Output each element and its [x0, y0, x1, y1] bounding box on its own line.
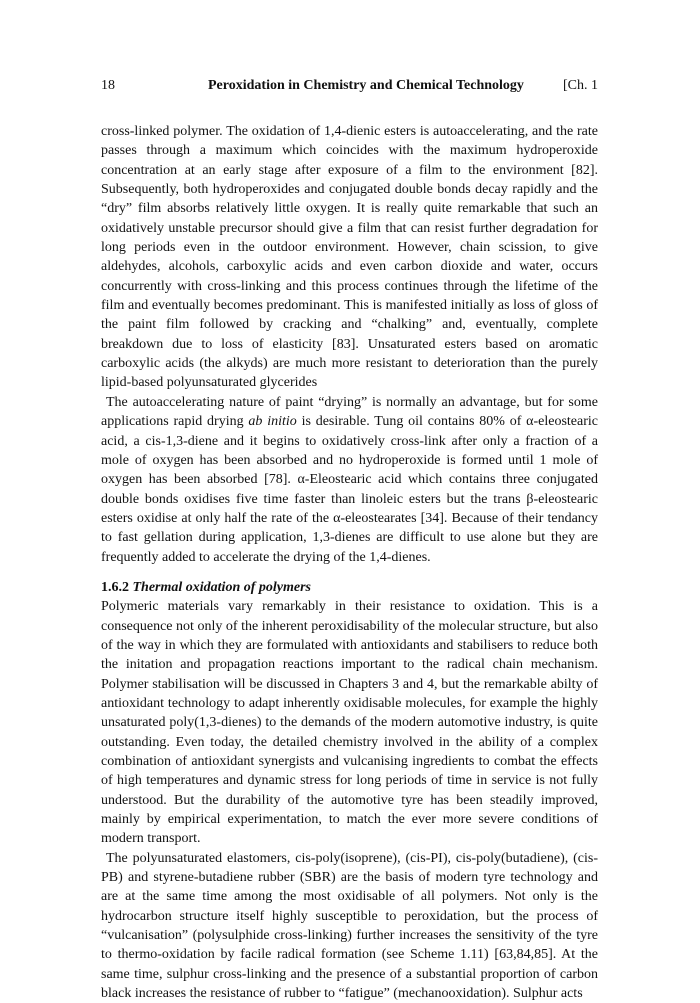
paragraph-2-text-b: is desirable. Tung oil contains 80% of α-eleostearic acid, a cis-1,3-diene and it begins to oxidatively cross-link after only a fraction of a mole of oxygen has been absorbed and no hydroperoxide is formed until 1 mole of oxygen has been absorbed [78]. α-Eleostearic acid which contains three conjugated double bonds oxidises five time faster than linoleic esters but the trans β-eleostearic esters oxidise at only half the rate of the α-eleostearates [34]. Because of their tendancy to fast gellation during application, 1,3-dienes are difficult to use alone but they are frequently added to accelerate the drying of the 1,4-dienes. [101, 414, 599, 565]
section-title: Thermal oxidation of polymers [132, 579, 311, 595]
paragraph-1: cross-linked polymer. The oxidation of 1,4-dienic esters is autoaccelerating, and the rate passes through a maximum which coincides with the maximum hydroperoxide concentration at an early stage after exposure of a film to the environment [82]. Subsequently, both hydroperoxides and conjugated double bonds decay rapidly and the “dry” film absorbs relatively little oxygen. It is really quite remarkable that such an oxidatively unstable precursor should give a film that can resist further degradation for long periods even in the outdoor environment. However, chain scission, to give aldehydes, alcohols, carboxylic acids and even carbon dioxide and water, occurs concurrently with cross-linking and this process continues through the lifetime of the film and eventually becomes predominant. This is manifested initially as loss of gloss of the paint film followed by cracking and “chalking” and, eventually, complete breakdown due to loss of elasticity [83]. Unsaturated esters based on aromatic carboxylic acids (the alkyds) are much more resistant to deterioration than the purely lipid-based polyunsaturated glycerides [101, 124, 598, 391]
paragraph-4: The polyunsaturated elastomers, cis-poly(isoprene), (cis-PI), cis-poly(butadiene), (cis-PB) and styrene-butadiene rubber (SBR) are the basis of modern tyre technology and are at the same time among the most oxidisable of all polymers. Not only is the hydrocarbon structure itself highly susceptible to peroxidation, but the process of “vulcanisation” (polysulphide cross-linking) further increases the sensitivity of the tyre to thermo-oxidation by facile radical formation (see Scheme 1.11) [63,84,85]. At the same time, sulphur cross-linking and the presence of a substantial proportion of carbon black increases the resistance of rubber to “fatigue” (mechanooxidation). Sulphur acts [101, 850, 598, 1002]
page-number: 18 [101, 78, 115, 93]
paragraph-2-italic: ab initio [248, 414, 297, 430]
chapter-label: [Ch. 1 [563, 78, 598, 93]
paragraph-3: Polymeric materials vary remarkably in their resistance to oxidation. This is a consequence not only of the inherent peroxidisability of the molecular structure, but also of the way in which they are formulated with antioxidants and stabilisers to reduce both the initation and propagation reactions important to the radical chain mechanism. Polymer stabilisation will be discussed in Chapters 3 and 4, but the remarkable abilty of antioxidant technology to adapt inherently oxidisable molecules, for example the highly unsaturated poly(1,3-dienes) to the demands of the modern automotive industry, is quite outstanding. Even today, the detailed chemistry involved in the ability of a complex combination of antioxidant synergists and vulcanising ingredients to combat the effects of high temperatures and dynamic stress for long periods of time in service is not fully understood. But the durability of the automotive tyre has been steadily improved, mainly by empirical experimentation, to match the ever more severe conditions of modern transport. [101, 599, 598, 847]
paragraph-2-text-a: The autoaccelerating nature of paint “drying” is normally an advantage, but for some applications rapid drying [101, 394, 598, 430]
section-heading [101, 578, 598, 597]
body-text [101, 122, 598, 1003]
section-number: 1.6.2 [101, 579, 129, 595]
paragraph-2 [101, 393, 598, 567]
book-title: Peroxidation in Chemistry and Chemical Technology [208, 78, 524, 93]
running-head [101, 76, 598, 96]
